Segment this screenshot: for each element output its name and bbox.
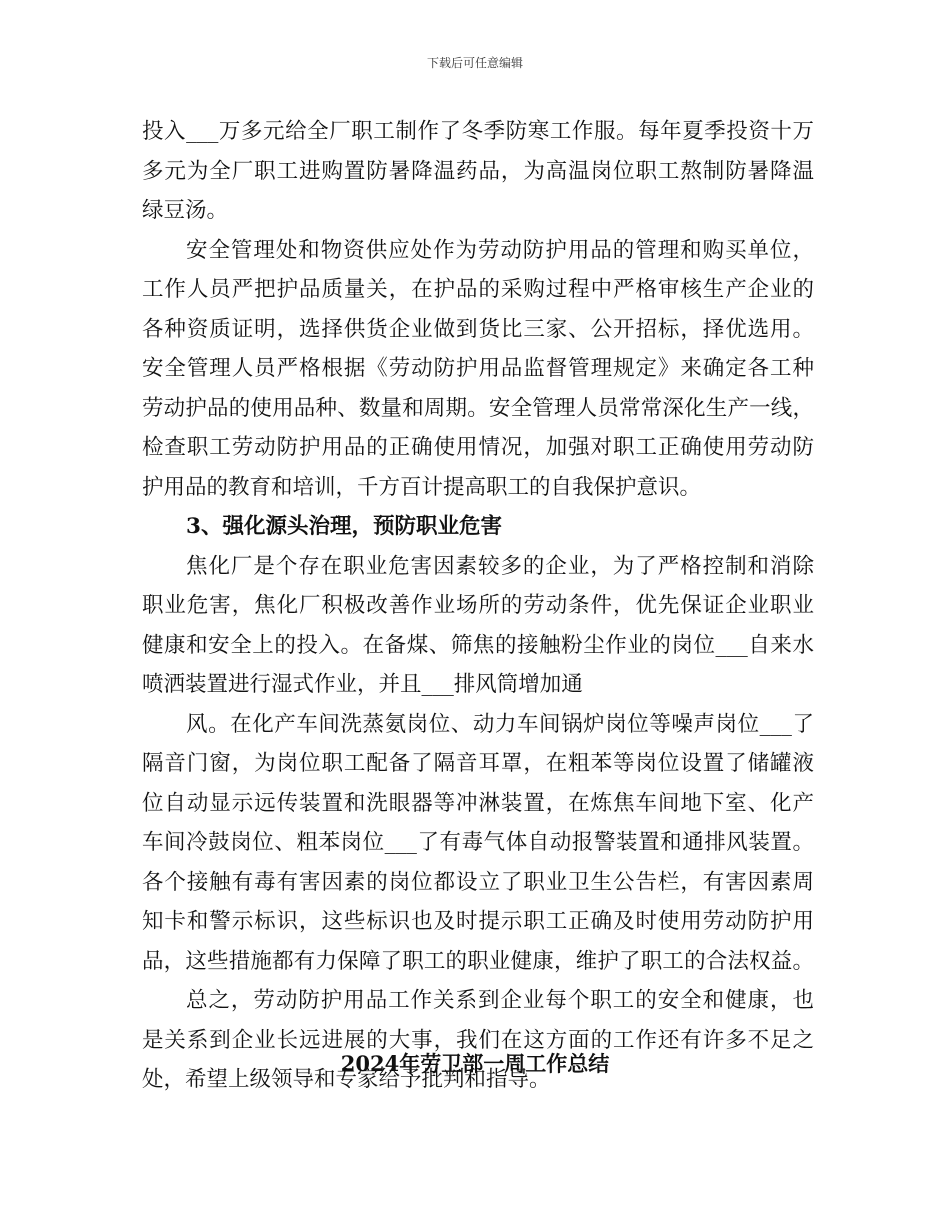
page-header: 下载后可任意编辑	[426, 56, 523, 70]
text-line: 多元为全厂职工进购置防暑降温药品，为高温岗位职工熬制防暑降温	[142, 158, 814, 184]
text-line: 各个接触有毒有害因素的岗位都设立了职业卫生公告栏，有害因素周	[142, 869, 814, 895]
text-line: 位自动显示远传装置和洗眼器等冲淋装置，在炼焦车间地下室、化产	[142, 790, 814, 816]
text-line: 绿豆汤。	[142, 198, 229, 223]
text-line: 品，这些措施都有力保障了职工的职业健康，维护了职工的合法权益。	[142, 948, 814, 974]
text-line: 职业危害，焦化厂积极改善作业场所的劳动条件，优先保证企业职业	[142, 593, 814, 618]
section-heading: 3、强化源头治理，预防职业危害	[186, 514, 502, 539]
text-line: 喷洒装置进行湿式作业，并且___排风筒增加通	[142, 672, 583, 697]
text-line: 劳动护品的使用品种、数量和周期。安全管理人员常常深化生产一线，	[142, 395, 814, 421]
text-line: 安全管理人员严格根据《劳动防护用品监督管理规定》来确定各工种	[142, 356, 814, 381]
text-line: 总之，劳动防护用品工作关系到企业每个职工的安全和健康，也	[186, 988, 814, 1013]
text-line: 处，希望上级领导和专家给予批判和指导。	[142, 1067, 551, 1092]
document-body	[142, 112, 814, 1100]
text-line: 隔音门窗，为岗位职工配备了隔音耳罩，在粗苯等岗位设置了储罐液	[142, 751, 814, 776]
text-line: 是关系到企业长远进展的大事，我们在这方面的工作还有许多不足之	[142, 1027, 814, 1053]
text-line: 健康和安全上的投入。在备煤、筛焦的接触粉尘作业的岗位___自来水	[142, 632, 814, 658]
text-line: 知卡和警示标识，这些标识也及时提示职工正确及时使用劳动防护用	[142, 909, 814, 934]
text-line: 车间冷鼓岗位、粗苯岗位___了有毒气体自动报警装置和通排风装置。	[142, 830, 814, 855]
text-line: 护用品的教育和培训，千方百计提高职工的自我保护意识。	[142, 474, 702, 500]
text-line: 各种资质证明，选择供货企业做到货比三家、公开招标，择优选用。	[142, 316, 814, 342]
document-title: 2024年劳卫部一周工作总结	[340, 1051, 610, 1076]
text-line: 检查职工劳动防护用品的正确使用情况，加强对职工正确使用劳动防	[142, 435, 814, 460]
text-line: 风。在化产车间洗蒸氨岗位、动力车间锅炉岗位等噪声岗位___了	[186, 711, 814, 737]
text-line: 焦化厂是个存在职业危害因素较多的企业，为了严格控制和消除	[186, 553, 814, 579]
text-line: 安全管理处和物资供应处作为劳动防护用品的管理和购买单位，	[186, 237, 814, 263]
text-line: 工作人员严把护品质量关，在护品的采购过程中严格审核生产企业的	[142, 277, 814, 302]
text-line: 投入___万多元给全厂职工制作了冬季防寒工作服。每年夏季投资十万	[142, 119, 814, 144]
